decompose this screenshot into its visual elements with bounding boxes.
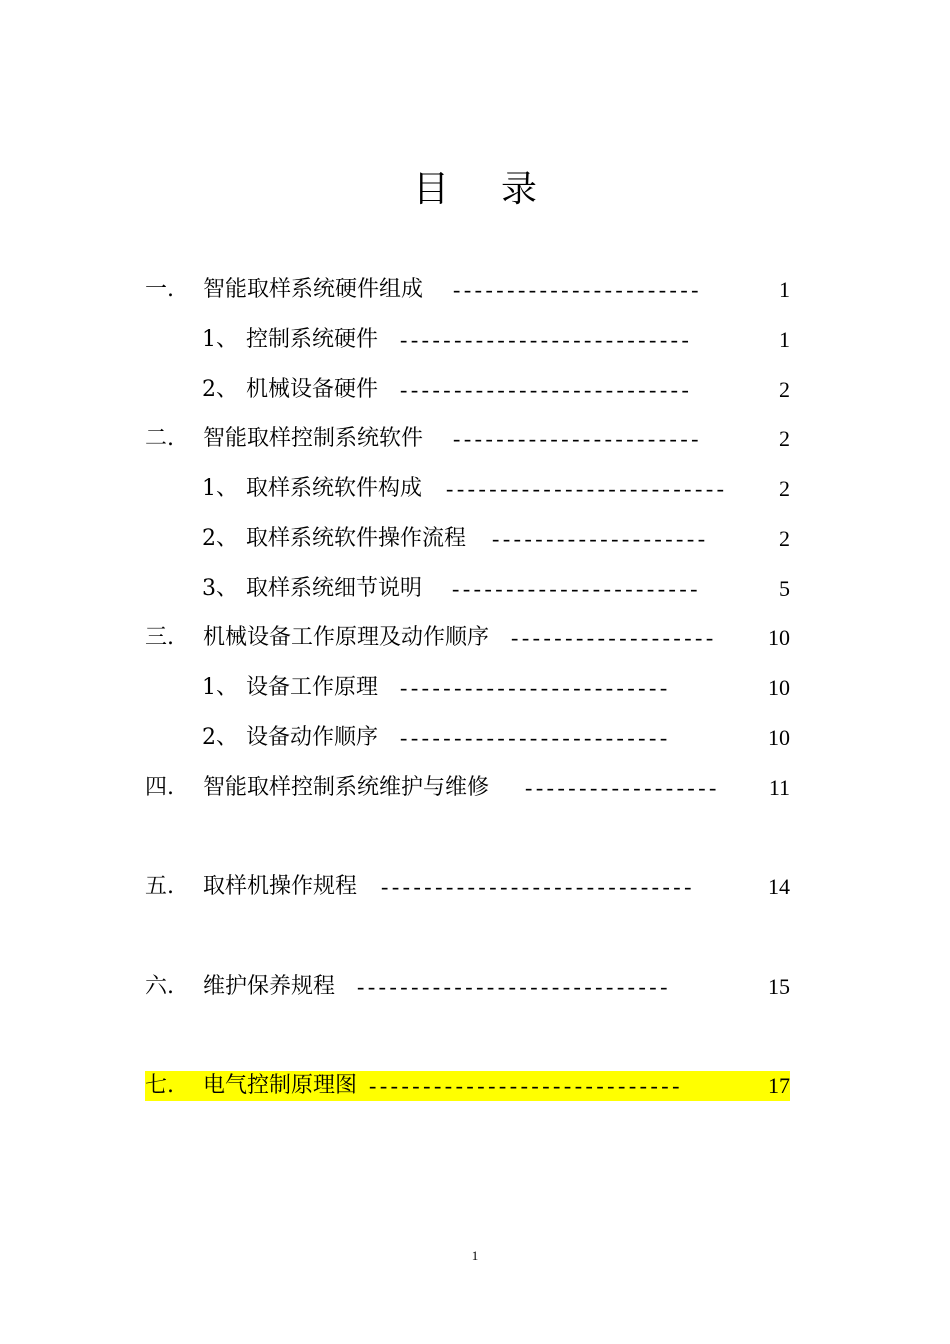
toc-title: 控制系统硬件 [246, 327, 379, 352]
page-title [0, 165, 950, 215]
toc-entry-13[interactable] [145, 972, 790, 1002]
toc-entry-4[interactable] [145, 424, 790, 454]
toc-number: 七. [145, 1073, 174, 1098]
toc-title: 机械设备硬件 [246, 377, 379, 402]
title-char-1: 目 [412, 169, 449, 210]
toc-number: 3、 [202, 576, 238, 601]
toc-page: 10 [768, 725, 790, 750]
toc-title: 取样系统软件构成 [246, 476, 423, 501]
toc-leader: ------------------------- [400, 675, 671, 700]
toc-page: 2 [779, 526, 790, 551]
toc-number: 二. [145, 426, 174, 451]
toc-number: 2、 [202, 377, 238, 402]
toc-page: 15 [768, 974, 790, 999]
toc-entry-14[interactable] [145, 1071, 790, 1101]
toc-title: 维护保养规程 [203, 974, 336, 999]
toc-title: 智能取样控制系统软件 [203, 426, 424, 451]
toc-page: 1 [779, 277, 790, 302]
toc-number: 五. [145, 874, 174, 899]
toc-title: 智能取样控制系统维护与维修 [203, 775, 490, 800]
toc-number: 2、 [202, 526, 238, 551]
toc-entry-11[interactable] [145, 773, 790, 803]
toc-page: 2 [779, 426, 790, 451]
toc-leader: --------------------------- [400, 377, 693, 402]
toc-title: 取样机操作规程 [203, 874, 358, 899]
toc-number: 2、 [202, 725, 238, 750]
toc-title: 设备动作顺序 [246, 725, 379, 750]
toc-entry-10[interactable] [202, 723, 790, 753]
toc-page: 10 [768, 625, 790, 650]
toc-title: 机械设备工作原理及动作顺序 [203, 625, 490, 650]
toc-entry-3[interactable] [202, 375, 790, 405]
toc-entry-2[interactable] [202, 325, 790, 355]
toc-title: 设备工作原理 [246, 675, 379, 700]
toc-entry-5[interactable] [202, 474, 790, 504]
toc-entry-9[interactable] [202, 673, 790, 703]
toc-page: 5 [779, 576, 790, 601]
title-char-2: 录 [501, 169, 538, 210]
toc-leader: ----------------------- [452, 576, 702, 601]
toc-leader: ------------------ [525, 775, 720, 800]
toc-number: 1、 [202, 675, 238, 700]
toc-number: 一. [145, 277, 174, 302]
toc-page: 2 [779, 476, 790, 501]
toc-leader: ----------------------- [453, 426, 703, 451]
toc-leader: -------------------------- [446, 476, 728, 501]
toc-title: 智能取样系统硬件组成 [203, 277, 424, 302]
toc-leader: ----------------------------- [381, 874, 695, 899]
toc-page: 1 [779, 327, 790, 352]
toc-entry-7[interactable] [202, 574, 790, 604]
toc-page: 10 [768, 675, 790, 700]
toc-number: 六. [145, 974, 174, 999]
toc-leader: ----------------------- [453, 277, 703, 302]
toc-entry-12[interactable] [145, 872, 790, 902]
toc-leader: ------------------------- [400, 725, 671, 750]
toc-leader: --------------------------- [400, 327, 693, 352]
toc-title: 取样系统软件操作流程 [246, 526, 467, 551]
toc-number: 1、 [202, 476, 238, 501]
toc-entry-8[interactable] [145, 623, 790, 653]
toc-number: 三. [145, 625, 174, 650]
toc-page: 11 [768, 775, 790, 800]
toc-number: 1、 [202, 327, 238, 352]
toc-number: 四. [145, 775, 174, 800]
toc-entry-6[interactable] [202, 524, 790, 554]
footer-page-number: 1 [471, 1248, 479, 1263]
toc-page: 17 [768, 1073, 790, 1098]
toc-leader: -------------------- [492, 526, 709, 551]
toc-entry-1[interactable] [145, 275, 790, 305]
toc-title: 取样系统细节说明 [246, 576, 423, 601]
toc-leader: ----------------------------- [369, 1073, 683, 1098]
toc-title: 电气控制原理图 [203, 1073, 358, 1098]
toc-page: 14 [768, 874, 790, 899]
toc-page: 2 [779, 377, 790, 402]
toc-leader: ------------------- [511, 625, 717, 650]
toc-leader: ----------------------------- [357, 974, 671, 999]
